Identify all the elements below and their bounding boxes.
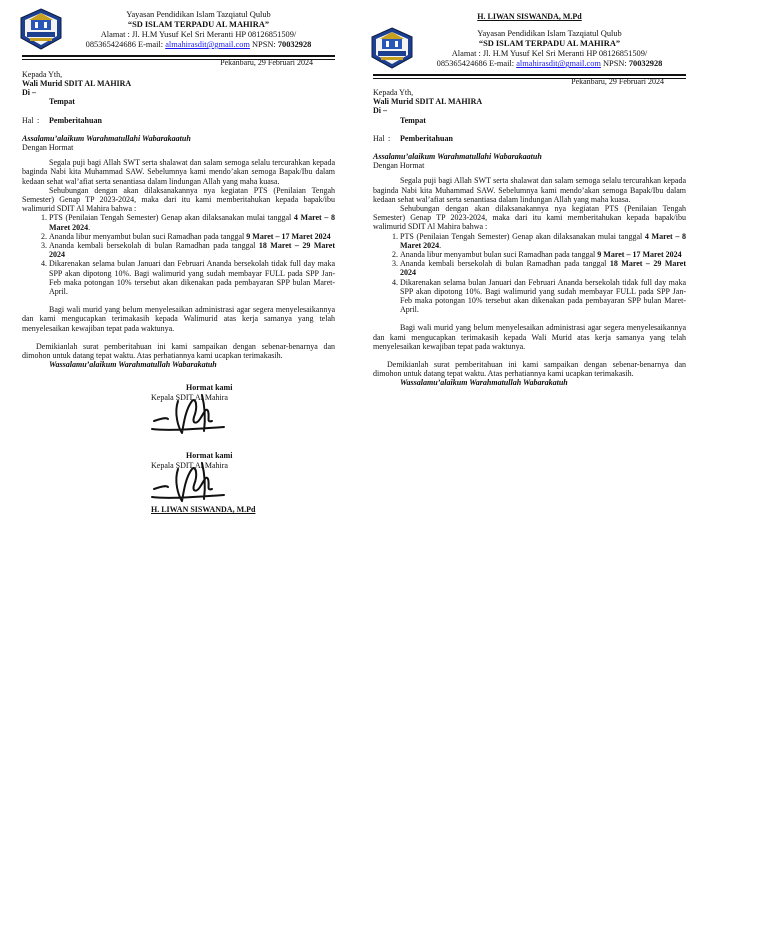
paragraph-1: Segala puji bagi Allah SWT serta shalawat dan salam semoga selalu tercurahkan kepada baginda Nabi kita Muhammad SAW. Sebelumnya kami mendo’akan semoga Bapak/Ibu dalam kedaan sehat wal’afiat serta senantiasa dalam lindungan Allah yang maha kuasa. (22, 158, 335, 186)
subject-line (22, 116, 335, 125)
closing: Wassalamu’alaikum Warahmatullah Wabarakatuh (49, 360, 217, 370)
school-address: Alamat : Jl. H.M Yusuf Kel Sri Meranti HP 08126851509/ (451, 49, 648, 59)
subject-label: Hal (22, 115, 34, 125)
letter-date: Pekanbaru, 29 Februari 2024 (220, 57, 313, 67)
signer-name: H. LIWAN SISWANDA, M.Pd (151, 505, 256, 515)
recipient-name: Wali Murid SDIT AL MAHIRA (373, 97, 483, 107)
signature-icon (148, 459, 228, 507)
letter-left (22, 8, 336, 515)
letterhead (22, 8, 335, 52)
paragraph-3: Bagi wali murid yang belum menyelesaikan administrasi agar segera menyelesaikannya dan kami mengucapkan terimakasih kepada Walimurid atas kerja samanya yang telah menyelesaikan kewajiban tepat pada waktunya. (22, 305, 335, 333)
signature-icon (148, 391, 228, 439)
paragraph-2: Sehubungan dengan akan dilaksanakannya nya kegiatan PTS (Penilaian Tengah Semester) Genap TP 2023-2024, maka dari itu kami memberitahukan kepada bapak/ibu walimurid SDIT Al Mahira bahwa : (373, 203, 686, 232)
letter-right (373, 12, 686, 388)
subject-colon: : (388, 133, 391, 143)
email-link[interactable]: almahirasdit@gmail.com (165, 40, 250, 49)
npsn-value: 70032928 (277, 40, 312, 49)
signer-title-2: Kepala SDIT Al Mahira (151, 461, 228, 471)
signer-name-top: H. LIWAN SISWANDA, M.Pd (477, 12, 582, 21)
greeting: Assalamu’alaikum Warahmatullahi Wabarakaatuh (22, 133, 191, 143)
school-name: “SD ISLAM TERPADU AL MAHIRA” (127, 20, 270, 29)
recipient-place: Tempat (400, 115, 426, 125)
letter-date: Pekanbaru, 29 Februari 2024 (571, 76, 664, 86)
foundation-name: Yayasan Pendidikan Islam Tazqiatul Qulub (477, 29, 622, 39)
regards-1: Hormat kami (186, 383, 233, 393)
list-item: 4. Dikarenakan selama bulan Januari dan Februari Ananda bersekolah tidak full day maka SPP akan dipotong 10%. Bagi walimurid yang sudah membayar FULL pada SPP Jan-Feb maka potongan 10% tersebut akan dikenakan pada pembayaran SPP bulan Maret-April. (400, 278, 686, 315)
paragraph-1: Segala puji bagi Allah SWT serta shalawat dan salam semoga selalu tercurahkan kepada baginda Nabi kita Muhammad SAW. Sebelumnya kami mendo’akan semoga Bapak/Ibu dalam kedaan sehat wal’afiat serta senantiasa dalam lindungan Allah yang maha kuasa. (373, 176, 686, 204)
paragraph-4: Demikianlah surat pemberitahuan ini kami sampaikan dengan sebenar-benarnya dan dimohon untuk datang tepat waktu. Atas perhatiannya kami ucapkan terimakasih. (373, 359, 686, 379)
greeting: Assalamu’alaikum Warahmatullahi Wabarakaatuh (373, 151, 542, 161)
phone-text: 085365424686 E-mail: (436, 59, 517, 69)
school-contact (62, 40, 335, 50)
letterhead-text (62, 10, 335, 50)
subject-value: Pemberitahuan (49, 115, 102, 125)
regards-2: Hormat kami (186, 451, 233, 461)
email-link[interactable]: almahirasdit@gmail.com (516, 59, 601, 69)
foundation-name: Yayasan Pendidikan Islam Tazqiatul Qulub (126, 10, 271, 19)
letterhead-text (413, 29, 686, 69)
recipient-di: Di – (22, 88, 36, 98)
list-item: 2. Ananda libur menyambut bulan suci Ramadhan pada tanggal 9 Maret – 17 Maret 2024 (49, 232, 335, 241)
subject-label: Hal (373, 133, 385, 143)
subject-line (373, 134, 686, 143)
recipient-block (22, 70, 335, 107)
respect-line: Dengan Hormat (373, 161, 425, 171)
notice-list (22, 213, 335, 296)
recipient-di: Di – (373, 106, 387, 116)
npsn-label: NPSN: (249, 40, 278, 49)
recipient-to: Kepada Yth, (22, 69, 63, 79)
recipient-name: Wali Murid SDIT AL MAHIRA (22, 78, 132, 88)
phone-text: 085365424686 E-mail: (85, 40, 166, 49)
school-name: “SD ISLAM TERPADU AL MAHIRA” (478, 39, 621, 49)
notice-list (373, 232, 686, 315)
list-item: 3. Ananda kembali bersekolah di bulan Ramadhan pada tanggal 18 Maret – 29 Maret 2024 (49, 241, 335, 259)
npsn-value: 70032928 (628, 59, 663, 69)
list-item: 1. PTS (Penilaian Tengah Semester) Genap akan dilaksanakan mulai tanggal 4 Maret – 8 Maret 2024. (400, 232, 686, 250)
npsn-label: NPSN: (600, 59, 629, 69)
school-logo (18, 8, 64, 50)
list-item: 3. Ananda kembali bersekolah di bulan Ramadhan pada tanggal 18 Maret – 29 Maret 2024 (400, 259, 686, 277)
subject-colon: : (37, 115, 40, 125)
paragraph-4: Demikianlah surat pemberitahuan ini kami sampaikan dengan sebenar-benarnya dan dimohon untuk datang tepat waktu. Atas perhatiannya kami ucapkan terimakasih. (22, 341, 335, 360)
school-logo (369, 27, 415, 69)
school-address: Alamat : Jl. H.M Yusuf Kel Sri Meranti HP 08126851509/ (100, 30, 297, 39)
signature-area (22, 369, 335, 515)
paragraph-2: Sehubungan dengan akan dilaksanakannya nya kegiatan PTS (Penilaian Tengah Semester) Genap TP 2023-2024, maka dari itu kami memberitahukan kepada bapak/ibu walimurid SDIT Al Mahira bahwa : (22, 185, 335, 214)
paragraph-3: Bagi wali murid yang belum menyelesaikan administrasi agar segera menyelesaikannya dan kami mengucapkan terimakasih kepada Wali Murid atas kerja samanya yang telah menyelesaikan kewajiban tepat pada waktunya. (373, 323, 686, 351)
school-contact (413, 59, 686, 69)
list-item: 1. PTS (Penilaian Tengah Semester) Genap akan dilaksanakan mulai tanggal 4 Maret – 8 Maret 2024. (49, 213, 335, 231)
list-item: 2. Ananda libur menyambut bulan suci Ramadhan pada tanggal 9 Maret – 17 Maret 2024 (400, 250, 686, 259)
signer-title-1: Kepala SDIT Al Mahira (151, 393, 228, 403)
recipient-place: Tempat (49, 97, 75, 107)
respect-line: Dengan Hormat (22, 142, 74, 152)
closing: Wassalamu’alaikum Warahmatullah Wabarakatuh (400, 378, 568, 388)
letterhead (373, 25, 686, 69)
recipient-to: Kepada Yth, (373, 87, 414, 97)
list-item: 4. Dikarenakan selama bulan Januari dan Februari Ananda bersekolah tidak full day maka SPP akan dipotong 10%. Bagi walimurid yang sudah membayar FULL pada SPP Jan-Feb maka potongan 10% tersebut akan dikenakan pada pembayaran SPP bulan Maret-April. (49, 259, 335, 296)
recipient-block (373, 88, 686, 125)
subject-value: Pemberitahuan (400, 133, 453, 143)
